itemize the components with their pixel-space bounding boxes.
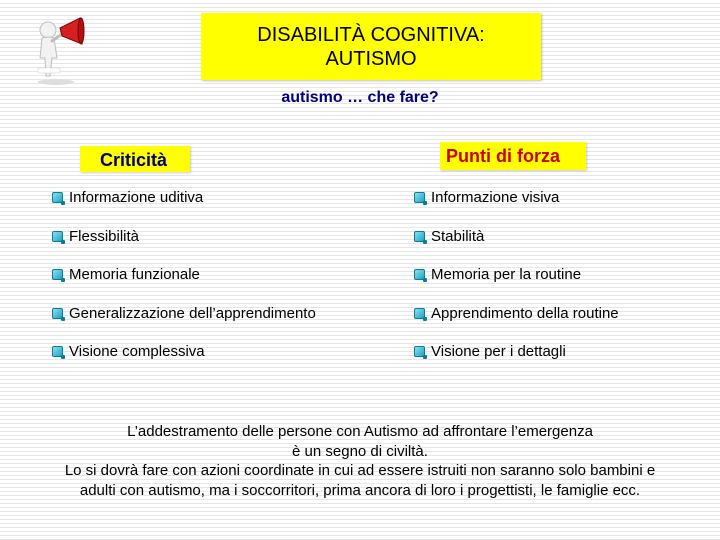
square-bullet-icon [52, 346, 63, 357]
subtitle: autismo … che fare? [281, 89, 439, 106]
punti-di-forza-list [414, 188, 619, 381]
square-bullet-icon [414, 231, 425, 242]
closing-paragraph [40, 422, 680, 500]
list-item [52, 227, 316, 246]
square-bullet-icon [414, 346, 425, 357]
square-bullet-icon [414, 308, 425, 319]
criticita-list [52, 188, 316, 381]
list-item-label: Generalizzazione dell’apprendimento [69, 304, 316, 322]
list-item [52, 188, 316, 207]
square-bullet-icon [52, 308, 63, 319]
paragraph-line: L’addestramento delle persone con Autismo ad affrontare l’emergenza [127, 423, 593, 440]
punti-di-forza-header: Punti di forza [440, 142, 586, 170]
paragraph-line: è un segno di civiltà. [292, 442, 428, 460]
list-item [414, 227, 619, 246]
list-item-label: Memoria funzionale [69, 266, 200, 283]
list-item-label: Apprendimento della routine [431, 304, 619, 322]
list-item-label: Flessibilità [69, 227, 140, 245]
paragraph-line: adulti con autismo, ma i soccorritori, prima ancora di loro i progettisti, le famiglie ecc. [79, 481, 641, 499]
paragraph-line: Lo si dovrà fare con azioni coordinate in cui ad essere istruiti non saranno solo bambini e [64, 462, 656, 479]
square-bullet-icon [52, 231, 63, 242]
list-item-label: Stabilità [431, 227, 485, 245]
megaphone-figure-icon [30, 14, 94, 86]
list-item [414, 265, 619, 284]
title-line-2: AUTISMO [325, 47, 417, 70]
title-box [201, 13, 541, 80]
list-item-label: Visione per i dettagli [431, 343, 566, 360]
list-item [52, 304, 316, 323]
list-item [414, 342, 619, 361]
list-item-label: Memoria per la routine [431, 266, 582, 283]
square-bullet-icon [414, 269, 425, 280]
list-item [414, 188, 619, 207]
square-bullet-icon [414, 192, 425, 203]
list-item-label: Informazione uditiva [69, 189, 204, 206]
list-item [414, 304, 619, 323]
square-bullet-icon [52, 192, 63, 203]
list-item [52, 265, 316, 284]
list-item [52, 342, 316, 361]
list-item-label: Visione complessiva [69, 343, 205, 360]
criticita-header: Criticità [80, 146, 190, 172]
title-line-1: DISABILITÀ COGNITIVA: [257, 23, 485, 46]
square-bullet-icon [52, 269, 63, 280]
list-item-label: Informazione visiva [431, 189, 560, 206]
